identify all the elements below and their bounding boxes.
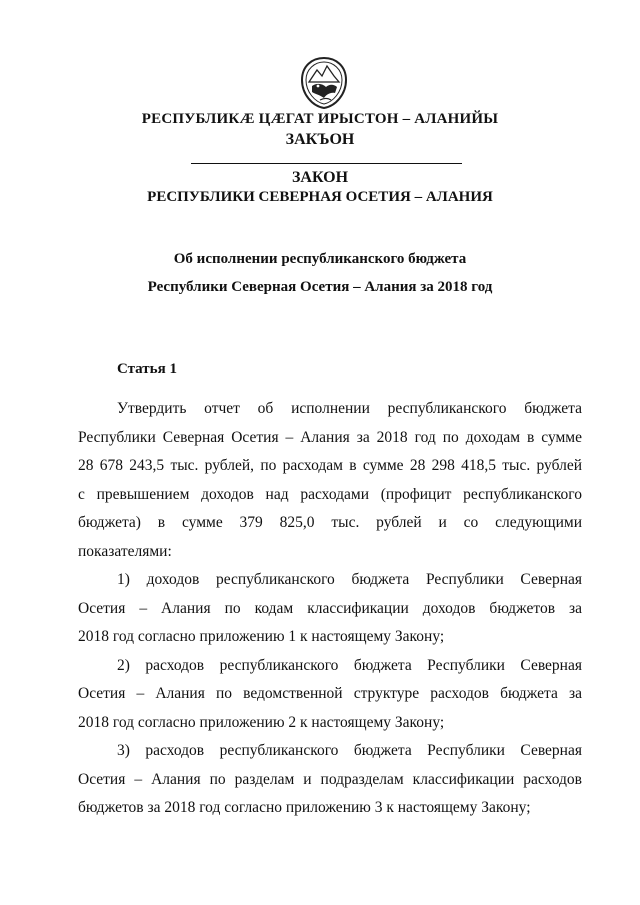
list-item-3-line: 3) расходов республиканского бюджета Республики Северная (117, 742, 582, 759)
list-item-1-line: 2018 год согласно приложению 1 к настоящему Закону; (78, 628, 445, 645)
list-item-3-line: бюджетов за 2018 год согласно приложению 3 к настоящему Закону; (78, 799, 531, 816)
coat-of-arms-emblem-icon (300, 56, 348, 110)
list-item-2-line: Осетия – Алания по ведомственной структуре расходов бюджета за (78, 685, 582, 702)
law-title-line-2: Республики Северная Осетия – Алания за 2018 год (147, 279, 493, 295)
header-divider (191, 163, 462, 164)
body-line: Республики Северная Осетия – Алания за 2018 год по доходам в сумме (78, 429, 582, 446)
list-item-2-line: 2) расходов республиканского бюджета Республики Северная (117, 657, 582, 674)
body-line: с превышением доходов над расходами (профицит республиканского (78, 486, 582, 503)
ossetian-law-label: ЗАКЪОН (285, 131, 355, 148)
ossetian-republic-title: РЕСПУБЛИКӔ ЦӔГАТ ИРЫСТОН – АЛАНИЙЫ (141, 111, 499, 127)
article-heading: Статья 1 (117, 361, 177, 377)
law-title-line-1: Об исполнении республиканского бюджета (173, 251, 467, 267)
list-item-2-line: 2018 год согласно приложению 2 к настоящему Закону; (78, 714, 445, 731)
body-line: показателями: (78, 543, 172, 560)
list-item-1-line: Осетия – Алания по кодам классификации доходов бюджетов за (78, 600, 582, 617)
body-line: Утвердить отчет об исполнении республиканского бюджета (117, 400, 582, 417)
body-line: 28 678 243,5 тыс. рублей, по расходам в сумме 28 298 418,5 тыс. рублей (78, 457, 582, 474)
list-item-1-line: 1) доходов республиканского бюджета Республики Северная (117, 571, 582, 588)
body-line: бюджета) в сумме 379 825,0 тыс. рублей и со следующими (78, 514, 582, 531)
russian-republic-title: РЕСПУБЛИКИ СЕВЕРНАЯ ОСЕТИЯ – АЛАНИЯ (147, 189, 493, 205)
list-item-3-line: Осетия – Алания по разделам и подразделам классификации расходов (78, 771, 582, 788)
russian-law-label: ЗАКОН (291, 169, 349, 186)
